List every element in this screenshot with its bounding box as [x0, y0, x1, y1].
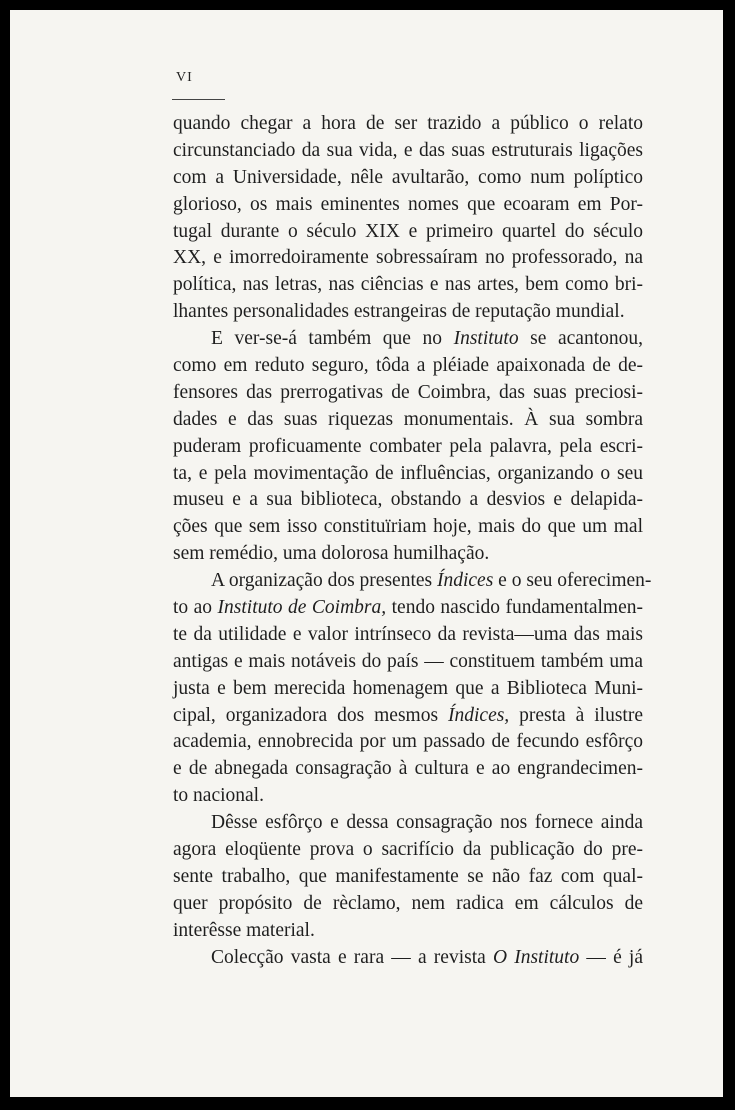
text-line: quer propósito de rèclamo, nem radica em cálculos de: [173, 892, 643, 914]
text-line: Colecção vasta e rara — a revista O Instituto — é já: [211, 946, 643, 968]
text-line: sem remédio, uma dolorosa humilhação.: [173, 543, 490, 565]
text-line: fensores das prerrogativas de Coimbra, das suas preciosi-: [173, 381, 643, 403]
text-line: te da utilidade e valor intrínseco da revista—uma das mais: [173, 623, 643, 645]
text-line: sente trabalho, que manifestamente se não faz com qual-: [173, 865, 643, 887]
text-line: to ao Instituto de Coimbra, tendo nascido fundamentalmen-: [173, 597, 643, 619]
body-text: [173, 111, 652, 972]
text-line: como em reduto seguro, tôda a pléiade apaixonada de de-: [173, 355, 643, 377]
text-line: E ver-se-á também que no Instituto se acantonou,: [211, 328, 643, 350]
text-line: e de abnegada consagração à cultura e ao engrandecimen-: [173, 758, 643, 780]
text-line: justa e bem merecida homenagem que a Biblioteca Muni-: [173, 677, 643, 699]
page-number: VI: [176, 70, 193, 85]
text-line: interêsse material.: [173, 919, 315, 941]
text-line: circunstanciado da sua vida, e das suas estruturais ligações: [173, 139, 643, 161]
text-line: puderam proficuamente combater pela palavra, pela escri-: [173, 435, 643, 457]
text-line: agora eloqüente prova o sacrifício da publicação do pre-: [173, 839, 643, 861]
text-line: ções que sem isso constituïriam hoje, mais do que um mal: [173, 516, 643, 538]
text-line: XX, e imorredoiramente sobressaíram no professorado, na: [173, 247, 643, 269]
text-line: com a Universidade, nêle avultarão, como num políptico: [173, 166, 643, 188]
text-line: quando chegar a hora de ser trazido a público o relato: [173, 113, 643, 134]
text-line: ta, e pela movimentação de influências, organizando o seu: [173, 462, 643, 484]
text-line: to nacional.: [173, 785, 264, 807]
text-line: A organização dos presentes Índices e o seu oferecimen-: [211, 570, 652, 592]
text-line: cipal, organizadora dos mesmos Índices, presta à ilustre: [173, 704, 643, 726]
page-sheet: [10, 10, 723, 1097]
text-line: museu e a sua biblioteca, obstando a desvios e delapida-: [173, 489, 643, 511]
text-line: Dêsse esfôrço e dessa consagração nos fornece ainda: [211, 812, 643, 834]
text-line: política, nas letras, nas ciências e nas artes, bem como bri-: [173, 274, 643, 296]
text-line: academia, ennobrecida por um passado de fecundo esfôrço: [173, 731, 643, 753]
text-line: lhantes personalidades estrangeiras de reputação mundial.: [173, 301, 625, 323]
text-line: antigas e mais notáveis do país — constituem também uma: [173, 650, 643, 672]
text-line: tugal durante o século XIX e primeiro quartel do século: [173, 220, 643, 242]
text-line: glorioso, os mais eminentes nomes que ecoaram em Por-: [173, 193, 643, 215]
folio-rule: [172, 99, 225, 100]
text-line: dades e das suas riquezas monumentais. À sua sombra: [173, 408, 643, 430]
